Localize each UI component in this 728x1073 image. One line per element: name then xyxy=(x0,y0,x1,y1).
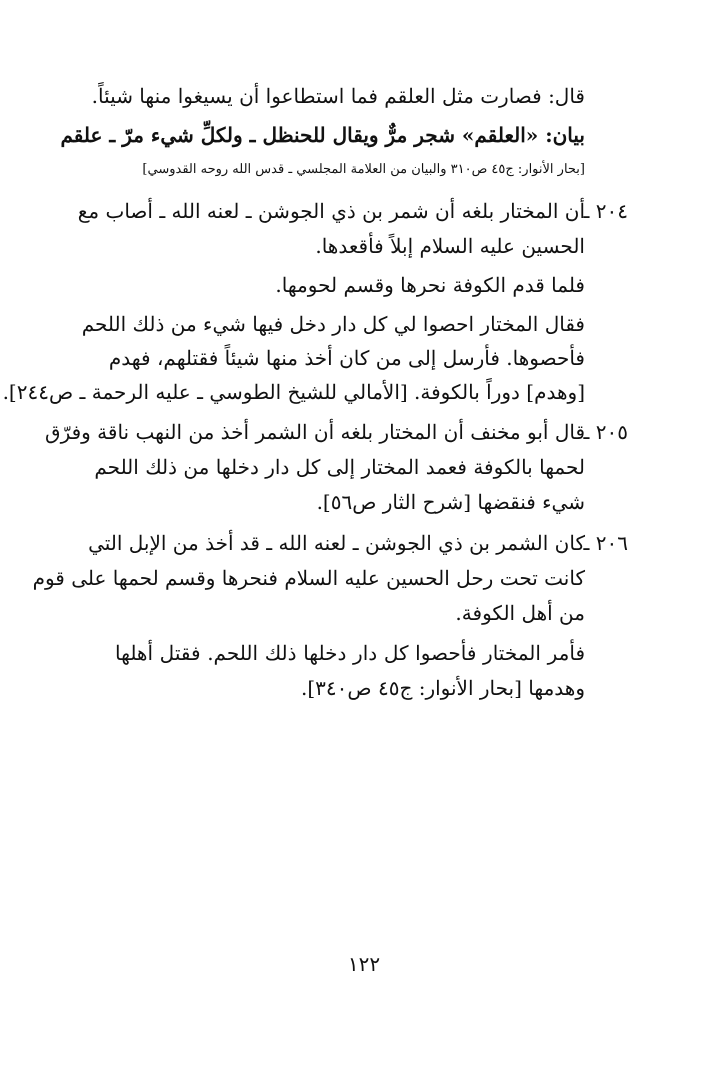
text-line: لحمها بالكوفة فعمد المختار إلى كل دار دخلها من ذلك اللحم xyxy=(94,455,585,479)
item-number: ٢٠٥ ـ xyxy=(583,420,628,444)
page-number: ١٢٢ xyxy=(347,952,381,976)
text-line: فقال المختار احصوا لي كل دار دخل فيها شيء من ذلك اللحم xyxy=(81,312,585,336)
text-line: من أهل الكوفة. xyxy=(455,601,585,625)
text-line: قال: فصارت مثل العلقم فما استطاعوا أن يسيغوا منها شيئاً. xyxy=(91,84,585,108)
text-line: [وهدم] دوراً بالكوفة. [الأمالي للشيخ الطوسي ـ عليه الرحمة ـ ص٢٤٤]. xyxy=(2,380,585,404)
text-line: بيان: «العلقم» شجر مرٌّ ويقال للحنظل ـ ولكلِّ شيء مرّ ـ علقم xyxy=(60,123,585,147)
text-line: فأحصوها. فأرسل إلى من كان أخذ منها شيئاً فقتلهم، فهدم xyxy=(108,346,585,370)
text-line: قال أبو مخنف أن المختار بلغه أن الشمر أخذ من النهب ناقة وفرّق xyxy=(45,420,585,444)
text-line: كانت تحت رحل الحسين عليه السلام فنحرها وقسم لحمها على قوم xyxy=(32,566,585,590)
text-line: فلما قدم الكوفة نحرها وقسم لحومها. xyxy=(275,273,585,297)
item-number: ٢٠٦ ـ xyxy=(583,531,628,555)
text-line: وهدمها [بحار الأنوار: ج٤٥ ص٣٤٠]. xyxy=(301,676,585,700)
text-line: فأمر المختار فأحصوا كل دار دخلها ذلك اللحم. فقتل أهلها xyxy=(115,641,585,665)
text-line: أن المختار بلغه أن شمر بن ذي الجوشن ـ لعنه الله ـ أصاب مع xyxy=(77,199,585,223)
text-line: شيء فنقضها [شرح الثار ص٥٦]. xyxy=(316,490,585,514)
citation-line: [بحار الأنوار: ج٤٥ ص٣١٠ والبيان من العلامة المجلسي ـ قدس الله روحه القدوسي] xyxy=(142,162,585,177)
text-line: كان الشمر بن ذي الجوشن ـ لعنه الله ـ قد أخذ من الإبل التي xyxy=(88,531,585,555)
item-number: ٢٠٤ ـ xyxy=(583,199,628,223)
text-line: الحسين عليه السلام إبلاً فأقعدها. xyxy=(315,234,585,258)
